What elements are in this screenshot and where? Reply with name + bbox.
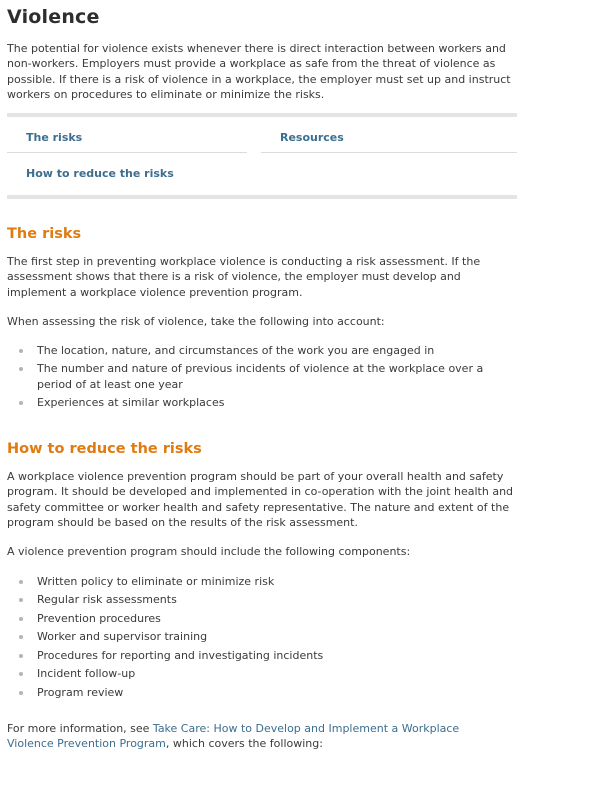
more-info-paragraph: For more information, see Take Care: How to Develop and Implement a Workplace Violence Prevention Program, which covers the following: (7, 722, 460, 751)
section-heading-reduce: How to reduce the risks (7, 441, 202, 457)
bullet-icon (19, 598, 23, 602)
list-item: Incident follow-up (7, 666, 517, 681)
list-item: Experiences at similar workplaces (7, 395, 517, 410)
reduce-list (7, 574, 517, 703)
table-of-contents (7, 113, 517, 199)
list-item: Procedures for reporting and investigating incidents (7, 648, 517, 663)
list-item: Worker and supervisor training (7, 629, 517, 644)
bullet-icon (19, 617, 23, 621)
intro-paragraph: The potential for violence exists whenever there is direct interaction between workers and non-workers. Employers must provide a workplace as safe from the threat of violence as possible. If there is a risk of violence in a workplace, the employer must set up and instruct workers on procedures to eliminate or minimize the risks. (7, 42, 511, 101)
reduce-paragraph-1: A workplace violence prevention program should be part of your overall health and safety program. It should be developed and implemented in co-operation with the joint health and safety committee or worker health and safety representative. The nature and extent of the program should be based on the results of the risk assessment. (7, 470, 514, 529)
list-item: Prevention procedures (7, 611, 517, 626)
bullet-icon (19, 580, 23, 584)
risks-list (7, 343, 517, 414)
bullet-icon (19, 349, 23, 353)
list-item: The number and nature of previous incidents of violence at the workplace over a period of at least one year (7, 361, 517, 392)
bullet-icon (19, 635, 23, 639)
risks-paragraph-2: When assessing the risk of violence, take the following into account: (7, 315, 385, 328)
toc-divider (7, 152, 247, 153)
bullet-icon (19, 401, 23, 405)
page-title: Violence (7, 6, 100, 28)
toc-link-resources[interactable]: Resources (280, 131, 344, 144)
list-item: Regular risk assessments (7, 592, 517, 607)
section-heading-risks: The risks (7, 226, 82, 242)
reduce-paragraph-2: A violence prevention program should include the following components: (7, 545, 411, 558)
bullet-icon (19, 691, 23, 695)
list-item: The location, nature, and circumstances of the work you are engaged in (7, 343, 517, 358)
list-item: Program review (7, 685, 517, 700)
take-care-link[interactable]: Take Care: How to Develop and Implement a Workplace Violence Prevention Program (7, 722, 460, 751)
toc-link-reduce[interactable]: How to reduce the risks (26, 167, 174, 180)
bullet-icon (19, 367, 23, 371)
bullet-icon (19, 672, 23, 676)
list-item: Written policy to eliminate or minimize risk (7, 574, 517, 589)
risks-paragraph-1: The first step in preventing workplace violence is conducting a risk assessment. If the assessment shows that there is a risk of violence, the employer must develop and implement a workplace violence prevention program. (7, 255, 481, 299)
bullet-icon (19, 654, 23, 658)
toc-divider (261, 152, 517, 153)
toc-link-risks[interactable]: The risks (26, 131, 83, 144)
